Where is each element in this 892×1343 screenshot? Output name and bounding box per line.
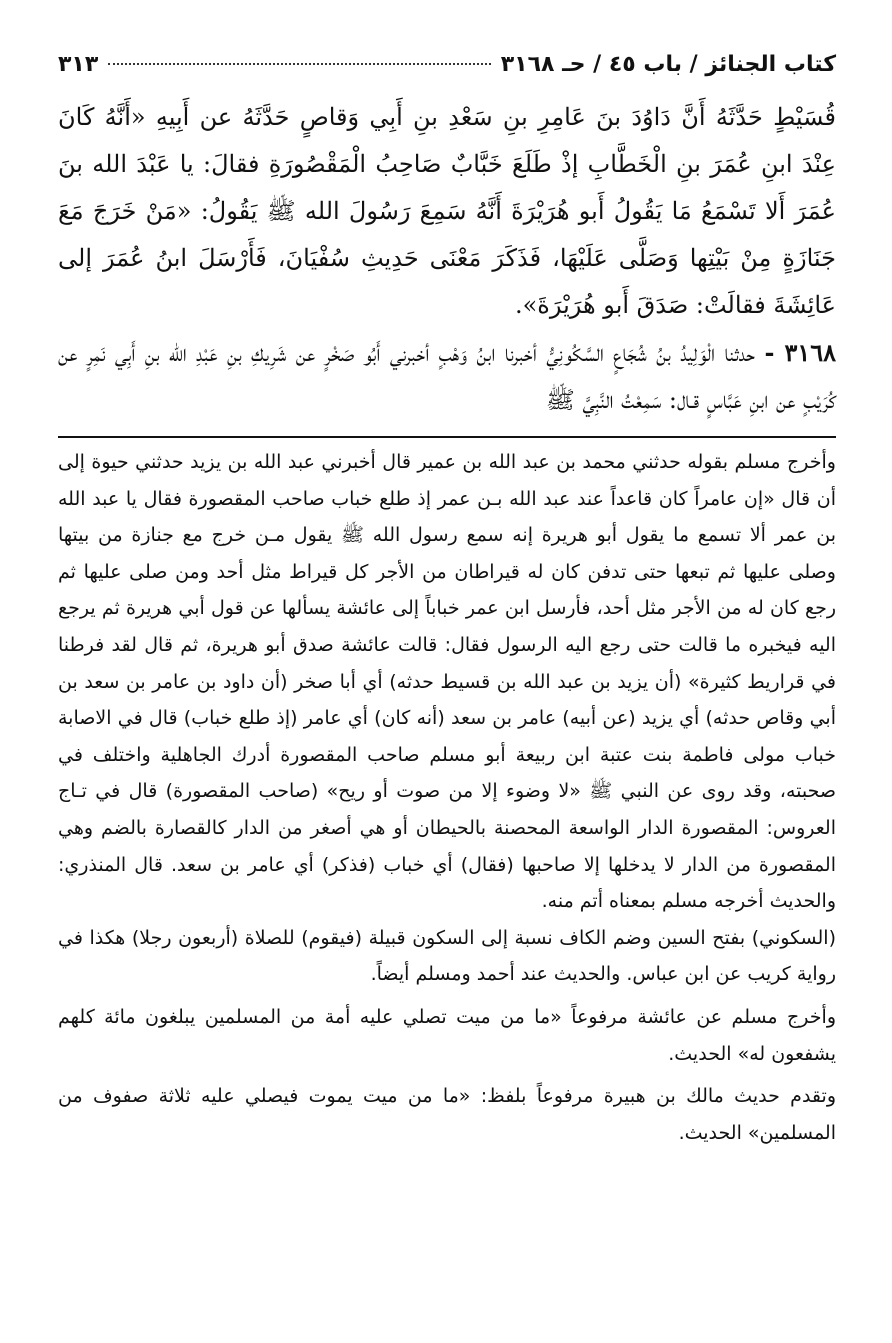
commentary-paragraph: وأخرج مسلم عن عائشة مرفوعاً «ما من ميت تصلي عليه أمة من المسلمين يبلغون مائة كلهم يشفعون له» الحديث. (58, 1005, 836, 1065)
commentary-section (58, 444, 836, 1151)
hadith-chain: حدثنا الْوَلِيدُ بنُ شُجَاعٍ السَّكُونِيُّ أخبرنا ابنُ وَهْبٍ أخبرني أَبُو صَخْرٍ عن شَرِيكِ بنِ عَبْدِ الله بنِ أَبِي نَمِرٍ عن كُرَيْبٍ عن ابنِ عَبَّاسٍ قـال: سَمِعْتُ النَّبِيَّ ﷺ (58, 339, 836, 414)
hadith-text-continued: قُسَيْطٍ حَدَّثَهُ أَنَّ دَاوُدَ بنَ عَامِرِ بنِ سَعْدِ بنِ أَبِي وَقاصٍ حَدَّثَهُ عن أَبِيهِ «أَنَّهُ كَانَ عِنْدَ ابنِ عُمَرَ بنِ الْخَطَّابِ إذْ طَلَعَ خَبَّابٌ صَاحِبُ الْمَقْصُورَةِ فقالَ: يا عَبْدَ الله بنَ عُمَرَ أَلا تَسْمَعُ مَا يَقُولُ أَبو هُرَيْرَةَ أَنَّهُ سَمِعَ رَسُولَ الله ﷺ يَقُولُ: «مَنْ خَرَجَ مَعَ جَنَازَةٍ مِنْ بَيْتِها وَصَلَّى عَلَيْهَا، فَذَكَرَ مَعْنَى حَدِيثِ سُفْيَانَ، فَأَرْسَلَ ابنُ عُمَرَ إلى عَائِشَةَ فقالَتْ: صَدَقَ أَبو هُرَيْرَةَ». (58, 103, 836, 319)
commentary-paragraph: (السكوني) بفتح السين وضم الكاف نسبة إلى السكون قبيلة (فيقوم) للصلاة (أربعون رجلا) هكذا في رواية كريب عن ابن عباس. والحديث عند أحمد ومسلم أيضاً. (58, 926, 836, 986)
hadith-paragraph (58, 329, 836, 424)
commentary-paragraph: وتقدم حديث مالك بن هبيرة مرفوعاً بلفظ: «ما من ميت يموت فيصلي عليه ثلاثة صفوف من المسلمين» الحديث. (58, 1085, 836, 1144)
chapter-title: كتاب الجنائز / باب ٤٥ / حـ ٣١٦٨ (500, 52, 836, 77)
hadith-paragraph (58, 94, 836, 329)
dotted-leader (108, 63, 490, 65)
hadith-text (58, 94, 836, 424)
footnote-separator (58, 436, 836, 438)
book-page (58, 52, 836, 1323)
commentary-paragraph: وأخرج مسلم بقوله حدثني محمد بن عبد الله بن عمير قال أخبرني عبد الله بن يزيد حدثني حيوة إلى أن قال «إن عامراً كان قاعداً عند عبد الله بـن عمر إذ طلع خباب صاحب المقصورة فقال يا عبد الله بن عمر ألا تسمع ما يقول أبو هريرة إنه سمع رسول الله ﷺ يقول مـن خرج مع جنازة من بيتها وصلى عليها ثم تبعها حتى تدفن كان له قيراطان من الأجر كل قيراط مثل أحد ومن صلى عليها ثم رجع كان له من الأجر مثل أحد، فأرسل ابن عمر خباباً إلى عائشة يسألها عن قول أبي هريرة ثم يرجع اليه فيخبره ما قالت حتى رجع اليه الرسول فقال: قالت عائشة صدق أبو هريرة، ثم قال لقد فرطنا في قراريط كثيرة» (أن يزيد بن عبد الله بن قسيط حدثه) أي أبا صخر (أن داود بن عامر بن سعد بن أبي وقاص حدثه) أي يزيد (عن أبيه) عامر بن سعد (أنه كان) أي عامر (إذ طلع خباب) قال في الاصابة خباب مولى فاطمة بنت عتبة ابن ربيعة أبو مسلم صاحب المقصورة أدرك الجاهلية واختلف في صحبته، وقد روى عن النبي ﷺ «لا وضوء إلا من صوت أو ريح» (صاحب المقصورة) قال في تـاج العروس: المقصورة الدار الواسعة المحصنة بالحيطان أو هي أصغر من الدار كالقصارة بالضم وهي المقصورة من الدار لا يدخلها إلا صاحبها (فقال) أي خباب (فذكر) أي عامر بن سعد. قال المنذري: والحديث أخرجه مسلم بمعناه أتم منه. (58, 451, 836, 913)
hadith-number: ٣١٦٨ - (764, 338, 836, 367)
page-number: ٣١٣ (58, 52, 99, 77)
running-header (58, 52, 836, 92)
